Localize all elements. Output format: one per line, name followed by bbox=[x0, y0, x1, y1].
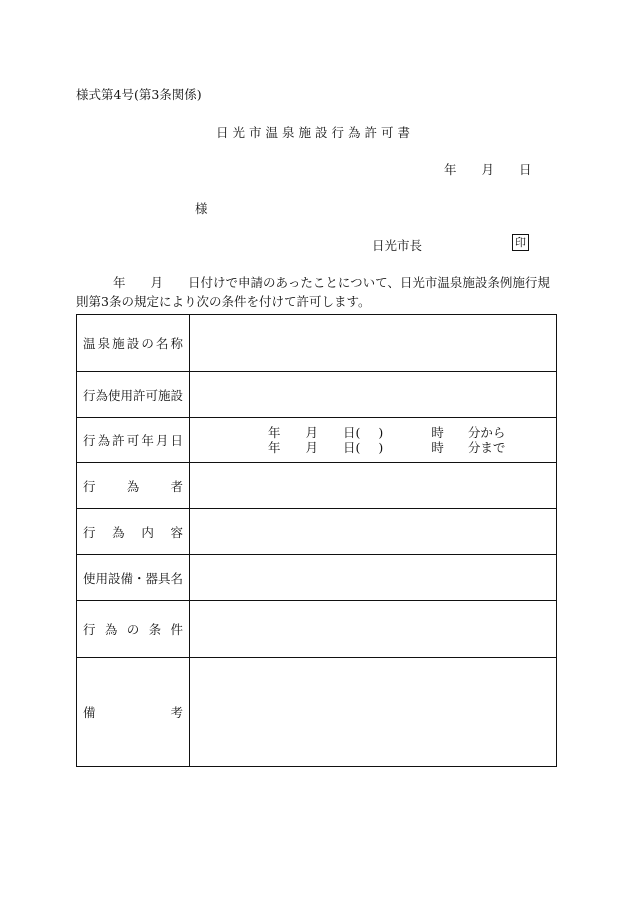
body-text bbox=[76, 273, 560, 311]
row-permit-date bbox=[77, 418, 557, 463]
row-equipment bbox=[77, 555, 557, 601]
body-sentence: 日付けで申請のあったことについて、日光市温泉施設条例施行規則第3条の規定により次の条件を付けて許可します。 bbox=[76, 275, 550, 309]
date-month: 月 bbox=[481, 162, 495, 177]
label-conditions: 行 為 の 条 件 bbox=[77, 601, 190, 658]
addressee-suffix: 様 bbox=[195, 201, 208, 216]
body-year: 年 bbox=[113, 275, 126, 290]
row-remarks bbox=[77, 658, 557, 767]
row-permit-facility bbox=[77, 372, 557, 418]
date-day: 日 bbox=[519, 162, 532, 177]
date-year: 年 bbox=[444, 162, 457, 177]
date-to: 年 月 日( ) 時 分まで bbox=[268, 440, 506, 455]
value-equipment[interactable] bbox=[190, 555, 557, 601]
row-conditions bbox=[77, 601, 557, 658]
value-remarks[interactable] bbox=[190, 658, 557, 767]
body-month: 月 bbox=[150, 275, 164, 290]
label-content: 行 為 内 容 bbox=[77, 509, 190, 555]
issue-date bbox=[444, 160, 532, 178]
row-actor bbox=[77, 463, 557, 509]
label-remarks: 備 考 bbox=[77, 658, 190, 767]
row-content bbox=[77, 509, 557, 555]
seal-mark: 印 bbox=[512, 234, 529, 251]
row-facility-name bbox=[77, 315, 557, 372]
value-facility-name[interactable] bbox=[190, 315, 557, 372]
value-permit-date[interactable] bbox=[190, 418, 557, 463]
label-permit-facility: 行為使用許可施設 bbox=[77, 372, 190, 418]
value-content[interactable] bbox=[190, 509, 557, 555]
label-permit-date: 行 為 許 可 年 月 日 bbox=[77, 418, 190, 463]
form-number: 様式第4号(第3条関係) bbox=[76, 87, 202, 102]
label-equipment: 使用設備・器具名 bbox=[77, 555, 190, 601]
value-conditions[interactable] bbox=[190, 601, 557, 658]
issuer-name: 日光市長 bbox=[372, 238, 423, 253]
document-title: 日光市温泉施設行為許可書 bbox=[215, 125, 414, 140]
label-actor: 行 為 者 bbox=[77, 463, 190, 509]
permit-table bbox=[76, 314, 557, 767]
value-permit-facility[interactable] bbox=[190, 372, 557, 418]
date-from: 年 月 日( ) 時 分から bbox=[268, 425, 506, 440]
value-actor[interactable] bbox=[190, 463, 557, 509]
label-facility-name: 温 泉 施 設 の 名 称 bbox=[77, 315, 190, 372]
